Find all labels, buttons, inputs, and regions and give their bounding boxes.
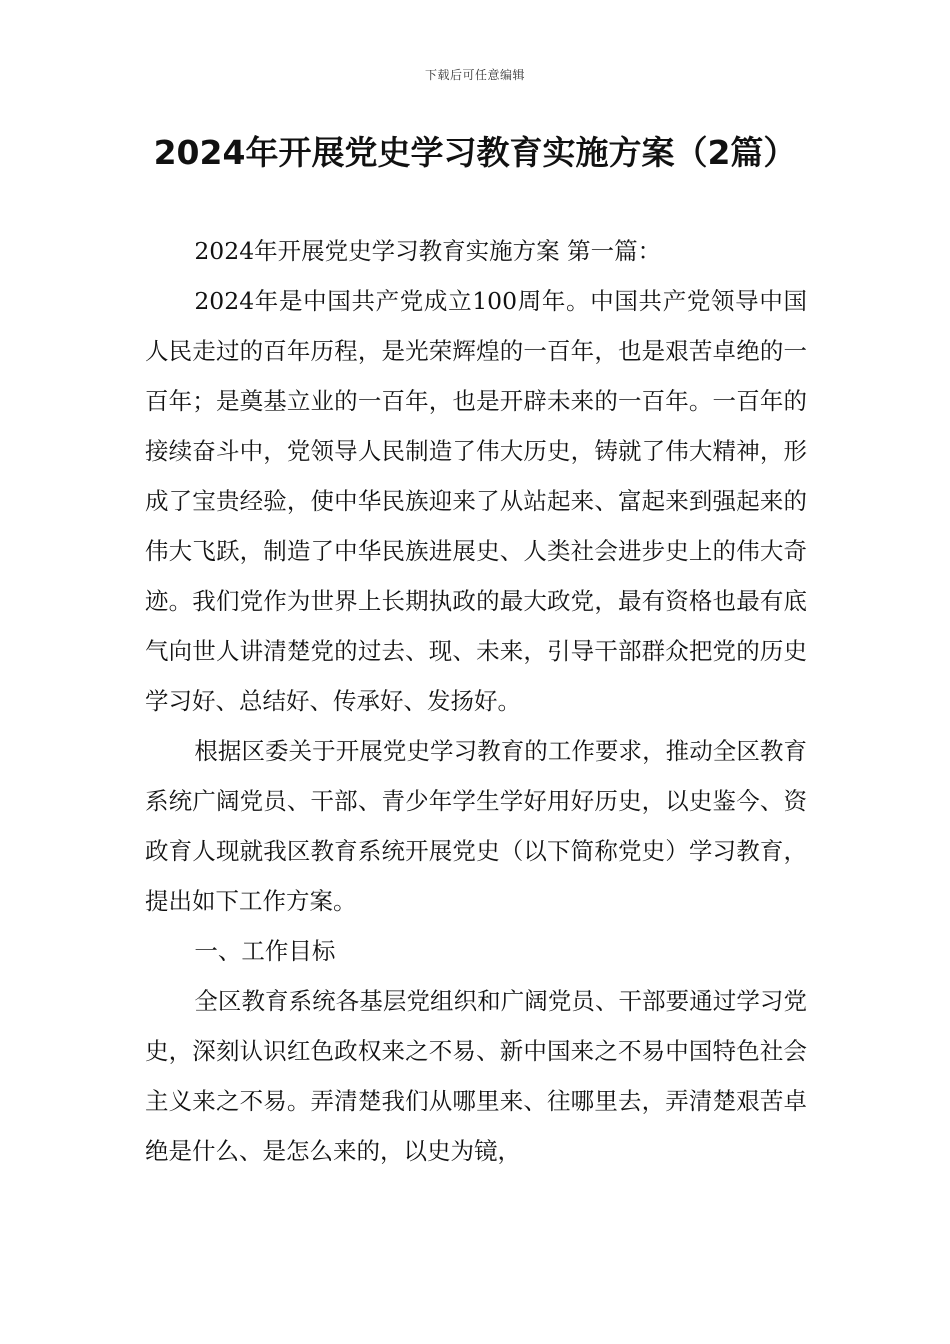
header-note: 下载后可任意编辑 [424,68,525,82]
section-heading: 一、工作目标 [194,937,336,965]
paragraph: 2024年是中国共产党成立100周年。中国共产党领导中国人民走过的百年历程，是光荣辉煌的一百年，也是艰苦卓绝的一百年；是奠基立业的一百年，也是开辟未来的一百年。一百年的接续奋斗中，党领导人民制造了伟大历史，铸就了伟大精神，形成了宝贵经验，使中华民族迎来了从站起来、富起来到强起来的伟大飞跃，制造了中华民族进展史、人类社会进步史上的伟大奇迹。我们党作为世界上长期执政的最大政党，最有资格也最有底气向世人讲清楚党的过去、现、未来，引导干部群众把党的历史学习好、总结好、传承好、发扬好。 [145,287,807,715]
document-title: 2024年开展党史学习教育实施方案（2篇） [153,133,797,172]
section-intro: 2024年开展党史学习教育实施方案 第一篇： [194,237,662,265]
paragraph: 根据区委关于开展党史学习教育的工作要求，推动全区教育系统广阔党员、干部、青少年学生学好用好历史，以史鉴今、资政育人现就我区教育系统开展党史（以下简称党史）学习教育，提出如下工作方案。 [145,737,807,915]
paragraph: 全区教育系统各基层党组织和广阔党员、干部要通过学习党史，深刻认识红色政权来之不易、新中国来之不易中国特色社会主义来之不易。弄清楚我们从哪里来、往哪里去，弄清楚艰苦卓绝是什么、是怎么来的，以史为镜， [145,987,807,1165]
document-body [145,226,807,1176]
